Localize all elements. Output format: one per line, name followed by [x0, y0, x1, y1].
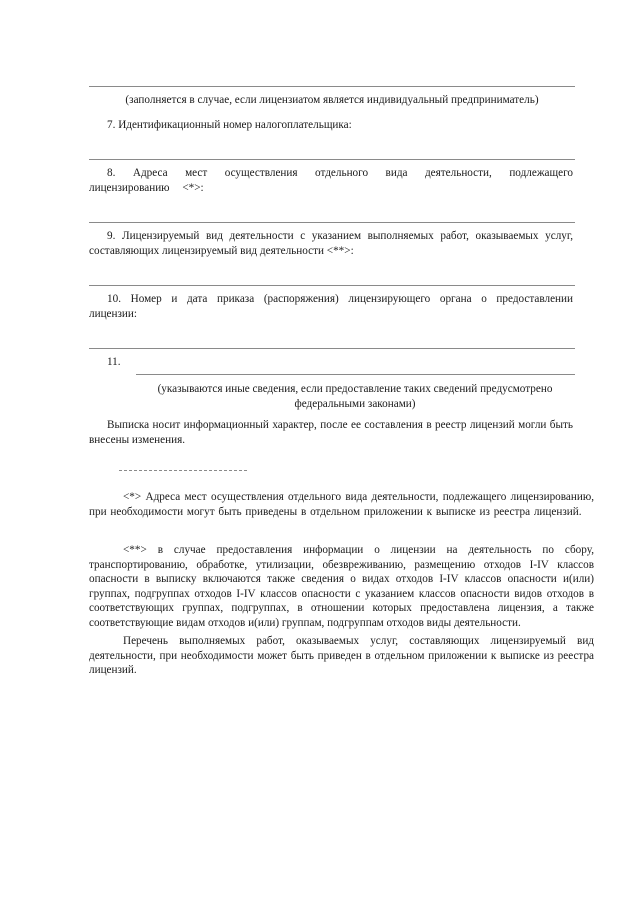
- top-rule: [89, 86, 575, 87]
- item-7-rule: [89, 159, 575, 160]
- item-11-number: 11.: [107, 356, 121, 368]
- footnote-separator: [119, 470, 247, 471]
- item-11-note: (указываются иные сведения, если предоставление таких сведений предусмотрено федеральными законами): [157, 383, 553, 410]
- item-10-order-label: 10. Номер и дата приказа (распоряжения) лицензирующего органа о предоставлении лицензии:: [89, 293, 573, 320]
- item-10-rule: [89, 348, 575, 349]
- footnote-1: <*> Адреса мест осуществления отдельного вида деятельности, подлежащего лицензированию, при необходимости могут быть приведены в отдельном приложении к выписке из реестра лицензий.: [89, 491, 594, 518]
- item-8-addresses-label: 8. Адреса мест осуществления отдельного вида деятельности, подлежащего лицензированию <*>:: [89, 167, 573, 194]
- item-7-inn-label: 7. Идентификационный номер налогоплательщика:: [107, 119, 352, 131]
- item-11-rule: [136, 374, 575, 375]
- extract-disclaimer: Выписка носит информационный характер, после ее составления в реестр лицензий могли быть внесены изменения.: [89, 419, 573, 446]
- item-8-rule: [89, 222, 575, 223]
- footnote-3: Перечень выполняемых работ, оказываемых услуг, составляющих лицензируемый вид деятельности, при необходимости может быть приведен в отдельном приложении к выписке из реестра лицензий.: [89, 635, 594, 677]
- footnote-2: <**> в случае предоставления информации о лицензии на деятельность по сбору, транспортированию, обработке, утилизации, обезвреживанию, размещению отходов I-IV классов опасности в выписку включаются также сведения о видах отходов I-IV классов опасности и(или) группах, подгруппах отходов I-IV классов опасности с указанием классов опасности видов отходов в соответствующих группах, подгруппах, в отношении которых предоставлена лицензия, а также соответствующие видам отходов и(или) группам, подгруппам отходов виды деятельности.: [89, 544, 594, 629]
- item-9-rule: [89, 285, 575, 286]
- individual-entrepreneur-note: (заполняется в случае, если лицензиатом является индивидуальный предприниматель): [125, 94, 539, 106]
- item-9-activity-label: 9. Лицензируемый вид деятельности с указанием выполняемых работ, оказываемых услуг, составляющих лицензируемый вид деятельности <**>:: [89, 230, 573, 257]
